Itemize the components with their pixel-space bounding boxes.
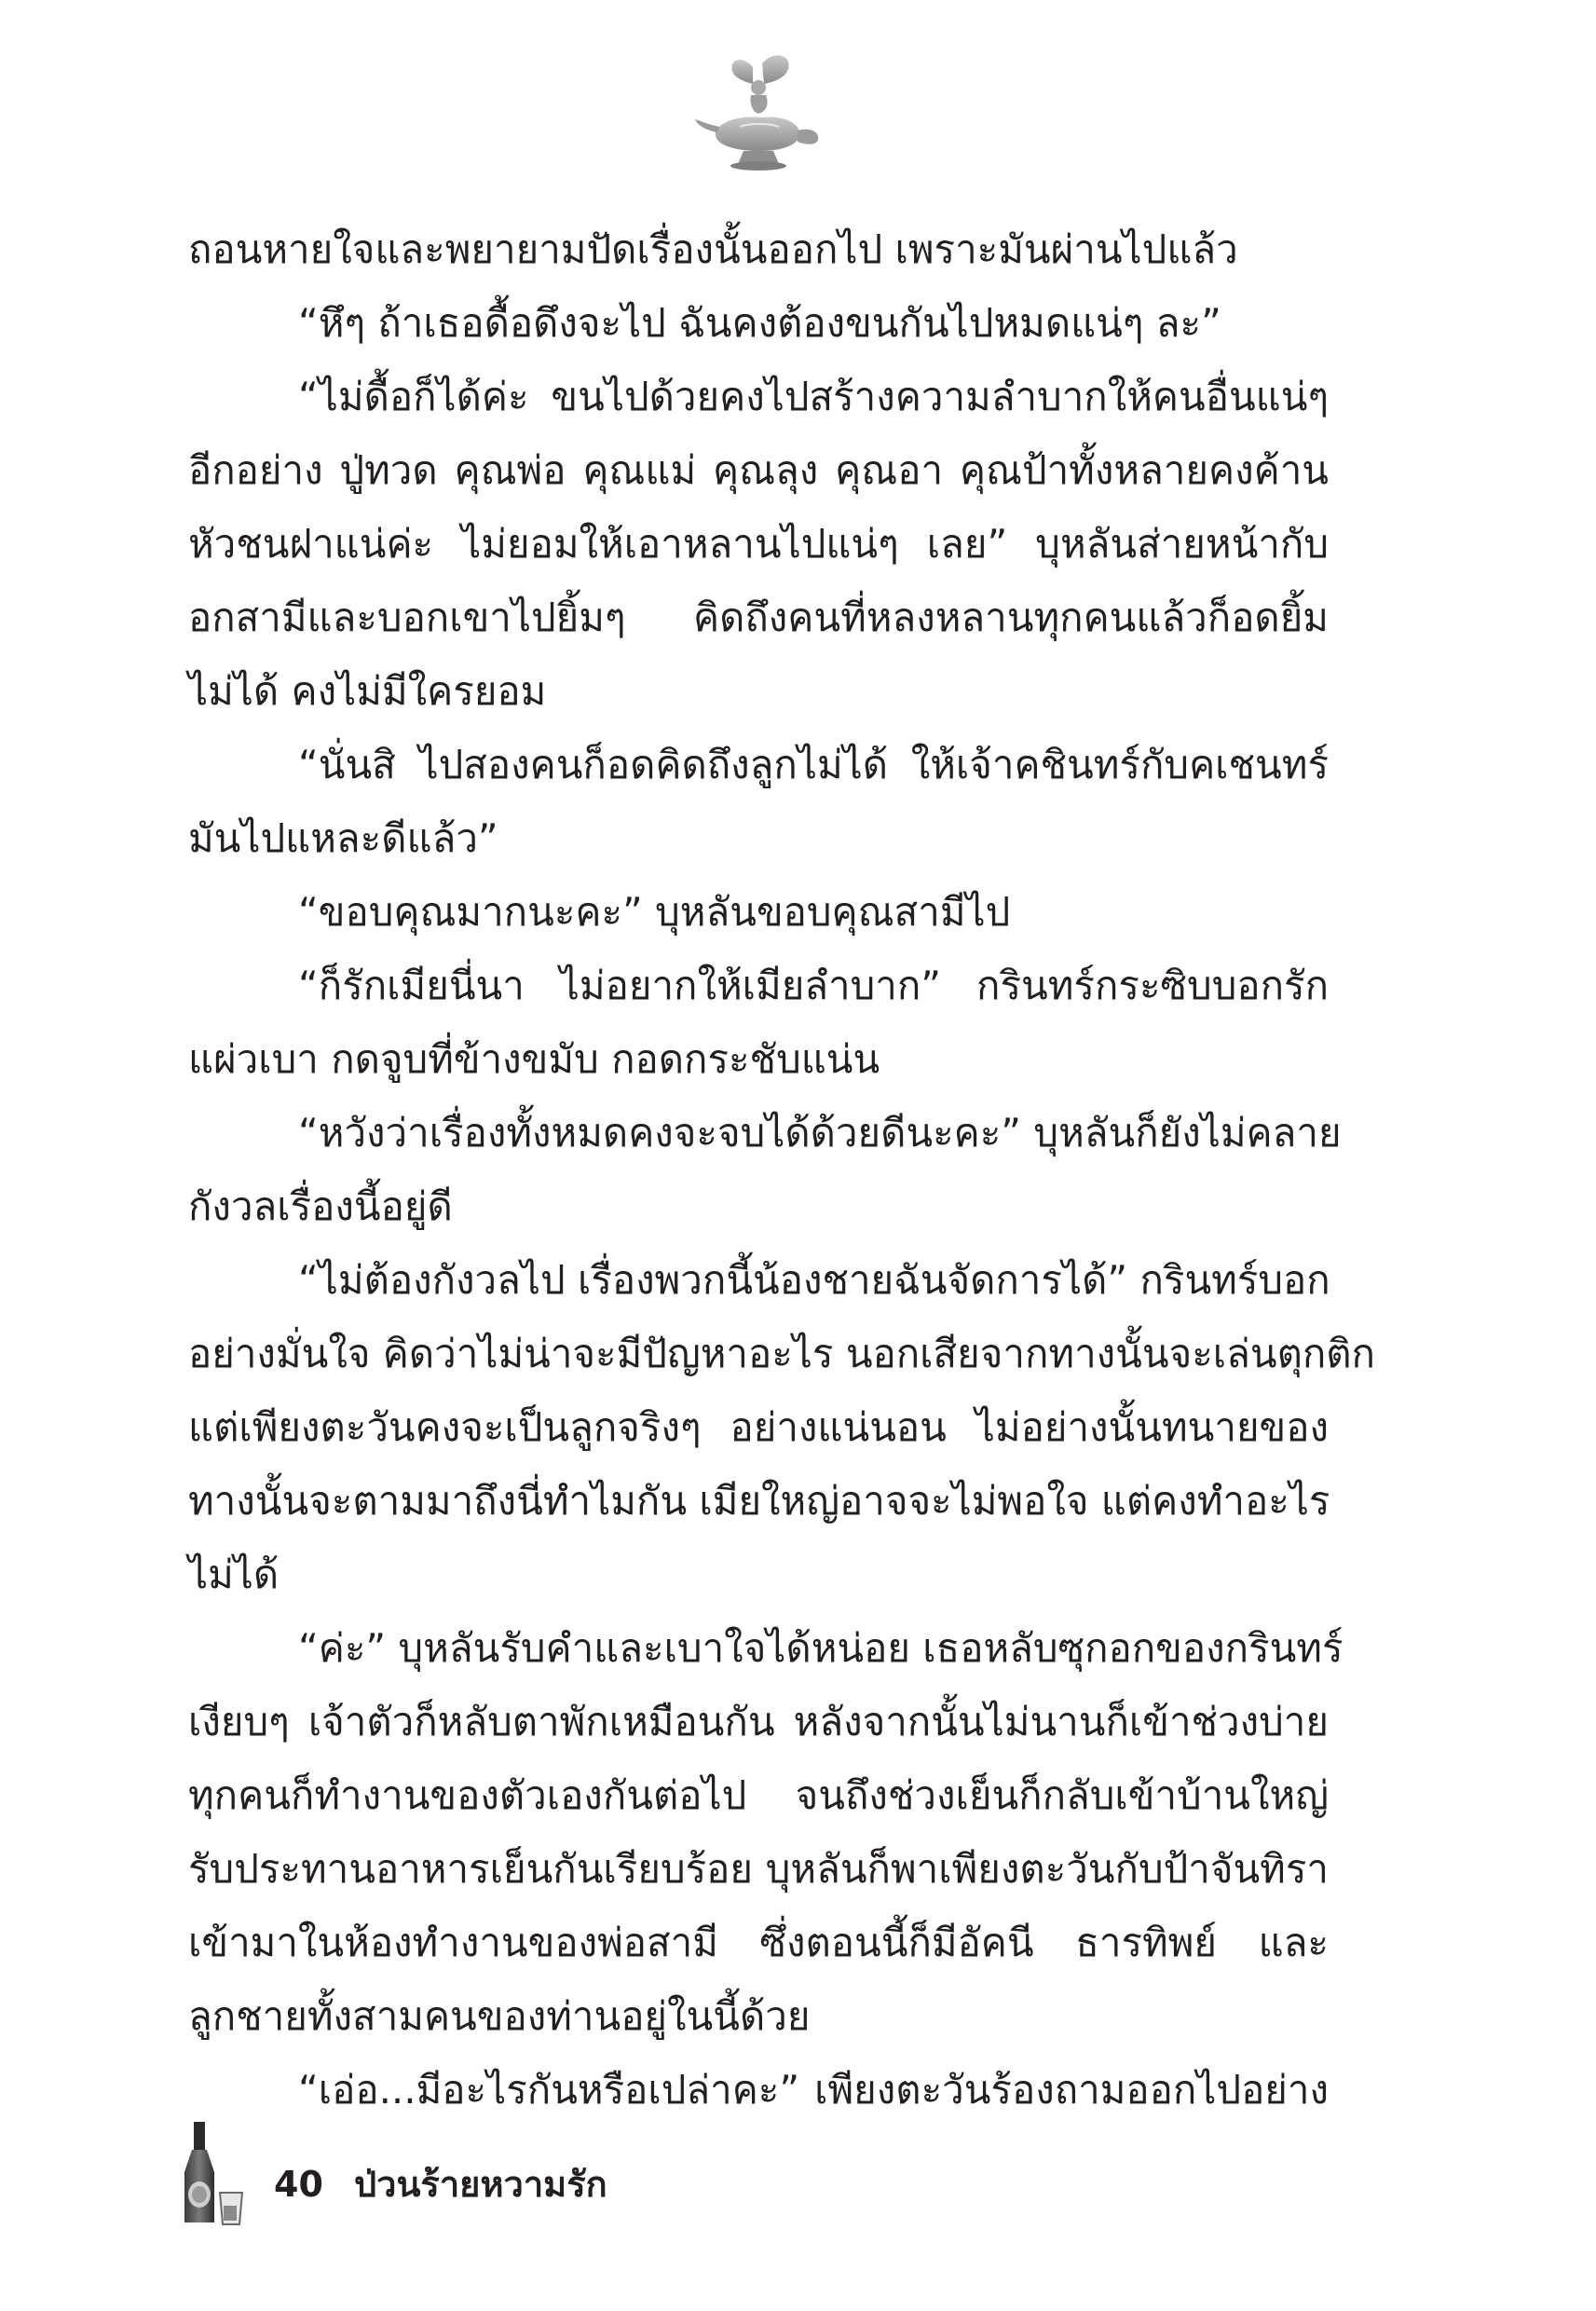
- paragraph-line: “นั่นสิ ไปสองคนก็อดคิดถึงลูกไม่ได้ ให้เจ้าคชินทร์กับคเชนทร์: [298, 742, 1329, 787]
- paragraph-line: เข้ามาในห้องทำงานของพ่อสามี ซึ่งตอนนี้ก็มีอัคนี ธารทิพย์ และ: [188, 1920, 1329, 1965]
- paragraph-line: แต่เพียงตะวันคงจะเป็นลูกจริงๆ อย่างแน่นอน ไม่อย่างนั้นทนายของ: [188, 1404, 1329, 1450]
- paragraph-line: ถอนหายใจและพยายามปัดเรื่องนั้นออกไป เพราะมันผ่านไปแล้ว: [188, 226, 1238, 272]
- paragraph-line: “ก็รักเมียนี่นา ไม่อยากให้เมียลำบาก” กรินทร์กระซิบบอกรัก: [298, 963, 1329, 1008]
- paragraph-line: เงียบๆ เจ้าตัวก็หลับตาพักเหมือนกัน หลังจากนั้นไม่นานก็เข้าช่วงบ่าย: [188, 1699, 1329, 1744]
- paragraph-line: “ขอบคุณมากนะคะ” บุหลันขอบคุณสามีไป: [298, 889, 1011, 935]
- paragraph-line: หัวชนฝาแน่ค่ะ ไม่ยอมให้เอาหลานไปแน่ๆ เลย” บุหลันส่ายหน้ากับ: [188, 521, 1329, 567]
- paragraph-line: กังวลเรื่องนี้อยู่ดี: [188, 1183, 453, 1229]
- page-number: 40: [274, 2164, 323, 2205]
- paragraph-line: ทางนั้นจะตามมาถึงนี่ทำไมกัน เมียใหญ่อาจจะไม่พอใจ แต่คงทำอะไร: [188, 1478, 1330, 1524]
- paragraph-line: “ไม่ต้องกังวลไป เรื่องพวกนี้น้องชายฉันจัดการได้” กรินทร์บอก: [298, 1257, 1330, 1303]
- paragraph-line: ลูกชายทั้งสามคนของท่านอยู่ในนี้ด้วย: [188, 1993, 811, 2039]
- paragraph-line: “ค่ะ” บุหลันรับคำและเบาใจได้หน่อย เธอหลับซุกอกของกรินทร์: [298, 1625, 1344, 1671]
- book-title: ป่วนร้ายหวามรัก: [354, 2164, 607, 2205]
- bottle-and-glass-icon: [177, 2120, 252, 2227]
- paragraph-line: “หวังว่าเรื่องทั้งหมดคงจะจบได้ด้วยดีนะคะ” บุหลันก็ยังไม่คลาย: [298, 1110, 1342, 1156]
- paragraph-line: “ไม่ดื้อก็ได้ค่ะ ขนไปด้วยคงไปสร้างความลำบากให้คนอื่นแน่ๆ: [298, 374, 1329, 419]
- paragraph-line: รับประทานอาหารเย็นกันเรียบร้อย บุหลันก็พาเพียงตะวันกับป้าจันทิรา: [188, 1846, 1329, 1892]
- paragraph-line: “หึๆ ถ้าเธอดื้อดึงจะไป ฉันคงต้องขนกันไปหมดแน่ๆ ละ”: [298, 300, 1221, 346]
- page-footer: [177, 2120, 736, 2232]
- body-text: [188, 212, 1375, 2126]
- paragraph-line: “เอ่อ...มีอะไรกันหรือเปล่าคะ” เพียงตะวันร้องถามออกไปอย่าง: [298, 2067, 1329, 2113]
- paragraph-line: อีกอย่าง ปู่ทวด คุณพ่อ คุณแม่ คุณลุง คุณอา คุณป้าทั้งหลายคงค้าน: [188, 447, 1329, 493]
- paragraph-line: แผ่วเบา กดจูบที่ข้างขมับ กอดกระชับแน่น: [188, 1036, 880, 1082]
- cupid-teapot-ornament-icon: [688, 47, 827, 186]
- paragraph-line: อกสามีและบอกเขาไปยิ้มๆ คิดถึงคนที่หลงหลานทุกคนแล้วก็อดยิ้ม: [188, 595, 1329, 640]
- paragraph-line: อย่างมั่นใจ คิดว่าไม่น่าจะมีปัญหาอะไร นอกเสียจากทางนั้นจะเล่นตุกติก: [188, 1331, 1375, 1376]
- paragraph-line: ทุกคนก็ทำงานของตัวเองกันต่อไป จนถึงช่วงเย็นก็กลับเข้าบ้านใหญ่: [188, 1772, 1329, 1818]
- paragraph-line: ไม่ได้ คงไม่มีใครยอม: [188, 668, 547, 714]
- paragraph-line: ไม่ได้: [188, 1552, 280, 1597]
- paragraph-line: มันไปแหละดีแล้ว”: [188, 815, 498, 861]
